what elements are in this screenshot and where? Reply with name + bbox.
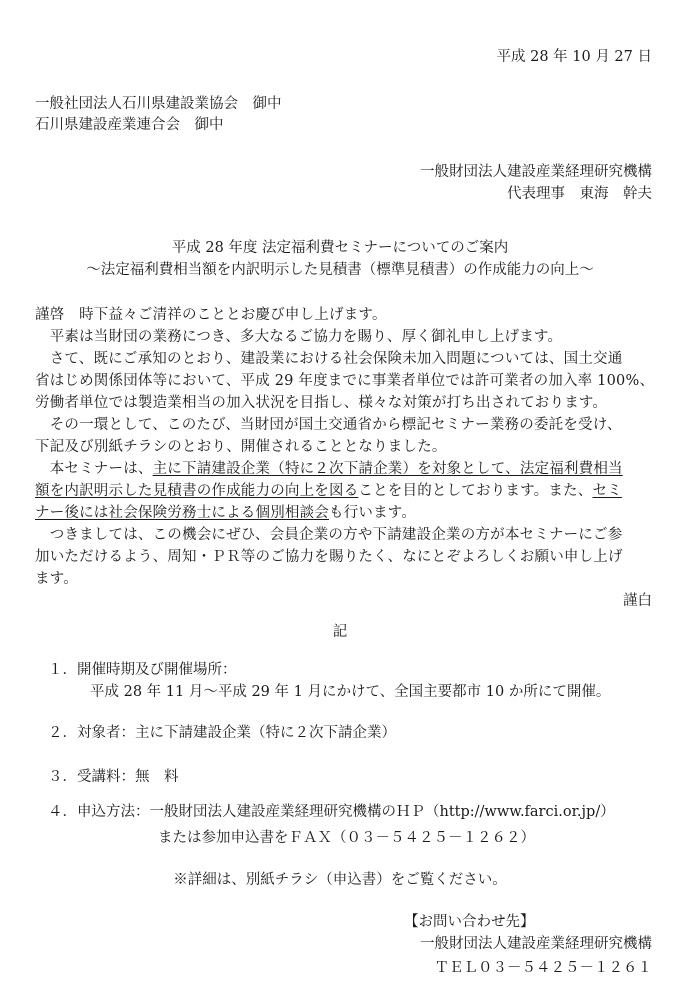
addressee-2: 石川県建設産業連合会 御中 <box>35 117 224 133</box>
document-date: 平成 28 年 10 月 27 日 <box>496 49 652 65</box>
body-paragraph-purpose-2 <box>35 479 622 500</box>
purpose-underlined-goal: 額を内訳明示した見積書の作成能力の向上を図る <box>35 483 359 499</box>
purpose-tail-text: も行います。 <box>329 505 417 521</box>
details-note: ※詳細は、別紙チラシ（申込書）をご覧ください。 <box>173 872 507 888</box>
body-paragraph-commission-2: 下記及び別紙チラシのとおり、開催されることとなりました。 <box>35 439 447 455</box>
item-3-fee: ３．受講料：無 料 <box>48 769 179 785</box>
body-greeting: 謹啓 時下益々ご清祥のこととお慶び申し上げます。 <box>35 307 387 323</box>
body-paragraph-request-3: ます。 <box>35 571 78 587</box>
body-closing: 謹白 <box>623 593 652 609</box>
body-paragraph-background-1: さて、既にご承知のとおり、建設業における社会保険未加入問題については、国土交通 <box>35 351 623 367</box>
body-paragraph-thanks: 平素は当財団の業務につき、多大なるご協力を賜り、厚く御礼申し上げます。 <box>35 329 563 345</box>
contact-heading: 【お問い合わせ先】 <box>404 914 535 930</box>
body-paragraph-request-2: 加いただけるよう、周知・ＰＲ等のご協力を賜りたく、なにとぞよろしくお願い申し上げ <box>35 549 623 565</box>
body-paragraph-purpose-1 <box>35 457 623 478</box>
contact-tel: ＴＥＬ０３－５４２５－１２６１ <box>434 960 652 976</box>
purpose-middle-text: ことを目的としております。また、 <box>358 483 593 499</box>
item-4-application: ４．申込方法：一般財団法人建設産業経理研究機構のＨＰ（http://www.farci.or.jp/） <box>48 804 615 820</box>
item-2-target: ２．対象者：主に下請建設企業（特に２次下請企業） <box>48 725 396 741</box>
body-paragraph-purpose-3 <box>35 501 416 522</box>
purpose-underlined-consultation: ナー後には社会保険労務士による個別相談会 <box>35 505 329 521</box>
body-paragraph-request-1: つきましては、この機会にぜひ、会員企業の方や下請建設企業の方が本セミナーにご参 <box>35 527 623 543</box>
purpose-underlined-seminar: セミ <box>592 483 622 499</box>
sender-org: 一般財団法人建設産業経理研究機構 <box>420 164 652 180</box>
item-4-fax: または参加申込書をＦＡＸ（０３－５４２５－１２６２） <box>158 830 535 846</box>
body-paragraph-background-2: 省はじめ関係団体等において、平成 29 年度までに事業者単位では許可業者の加入率 100%、 <box>35 373 655 389</box>
purpose-lead-text: 本セミナーは、 <box>35 461 153 477</box>
sender-representative: 代表理事 東海 幹夫 <box>507 186 652 202</box>
contact-org: 一般財団法人建設産業経理研究機構 <box>420 936 652 952</box>
body-paragraph-background-3: 労働者単位では製造業相当の加入状況を目指し、様々な対策が打ち出されております。 <box>35 395 608 411</box>
body-paragraph-commission-1: その一環として、このたび、当財団が国土交通省から標記セミナー業務の委託を受け、 <box>35 417 622 433</box>
ki-heading: 記 <box>332 624 348 640</box>
purpose-underlined-target: 主に下請建設企業（特に２次下請企業）を対象として、法定福利費相当 <box>152 461 623 477</box>
item-1-detail: 平成 28 年 11 月～平成 29 年 1 月にかけて、全国主要都市 10 か所にて開催。 <box>90 684 611 700</box>
subject-subtitle: ～法定福利費相当額を内訳明示した見積書（標準見積書）の作成能力の向上～ <box>86 262 594 278</box>
subject-title: 平成 28 年度 法定福利費セミナーについてのご案内 <box>171 240 509 256</box>
addressee-1: 一般社団法人石川県建設業協会 御中 <box>35 96 282 112</box>
item-1-label: １．開催時期及び開催場所： <box>48 662 237 678</box>
